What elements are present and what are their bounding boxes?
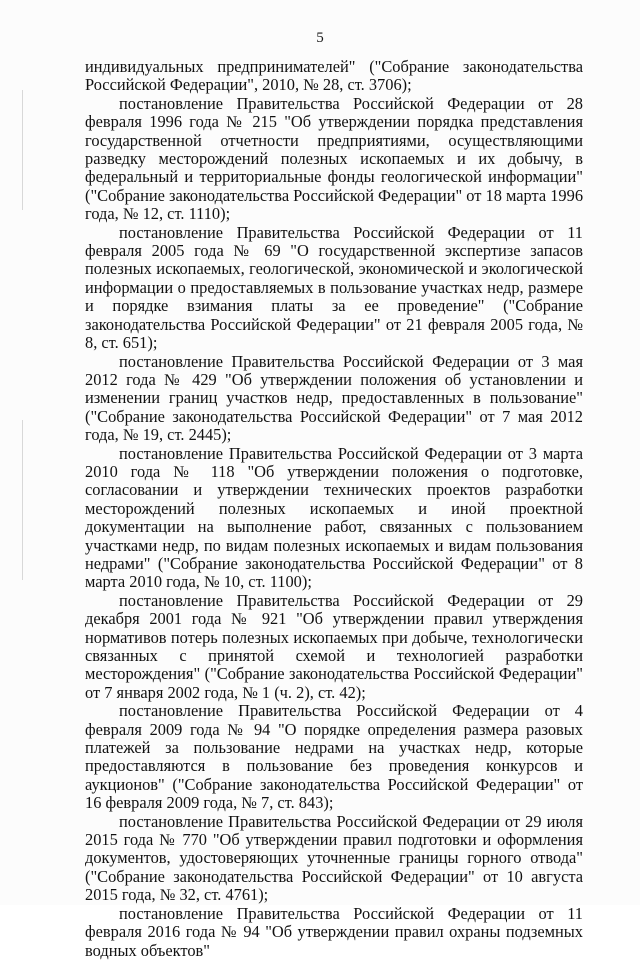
scan-margin-line bbox=[22, 420, 23, 580]
paragraph: индивидуальных предпринимателей" ("Собрание законодательства Российской Федерации", 2010, № 28, ст. 3706); bbox=[85, 57, 583, 95]
paragraph: постановление Правительства Российской Федерации от 29 июля 2015 года № 770 "Об утверждении правил подготовки и оформления документов, удостоверяющих уточненные границы горного отвода" ("Собрание законодательства Российской Федерации" от 10 августа 2015 года, № 32, ст. 4761); bbox=[85, 811, 583, 905]
paragraph: постановление Правительства Российской Федерации от 3 марта 2010 года № 118 "Об утверждении положения о подготовке, согласовании и утверждении технических проектов разработки месторождений полезных ископаемых и иной проектной документации на выполнение работ, связанных с пользованием участками недр, по видам полезных ископаемых и видам пользования недрами" ("Собрание законодательства Российской Федерации" от 8 марта 2010 года, № 10, ст. 1100); bbox=[85, 443, 583, 592]
paragraph: постановление Правительства Российской Федерации от 11 февраля 2005 года № 69 "О государственной экспертизе запасов полезных ископаемых, геологической, экономической и экологической информации о предоставляемых в пользование участках недр, размере и порядке взимания платы за ее проведение" ("Собрание законодательства Российской Федерации" от 21 февраля 2005 года, № 8, ст. 651); bbox=[85, 222, 583, 353]
paragraph: постановление Правительства Российской Федерации от 4 февраля 2009 года № 94 "О порядке определения размера разовых платежей за пользование недрами на участках недр, которые предоставляются в пользование без проведения конкурсов и аукционов" ("Собрание законодательства Российской Федерации" от 16 февраля 2009 года, № 7, ст. 843); bbox=[85, 701, 583, 813]
paragraph: постановление Правительства Российской Федерации от 11 февраля 2016 года № 94 "Об утверждении правил охраны подземных водных объектов" bbox=[85, 903, 583, 960]
document-body bbox=[85, 58, 583, 960]
paragraph: постановление Правительства Российской Федерации от 29 декабря 2001 года № 921 "Об утверждении правил утверждения нормативов потерь полезных ископаемых при добыче, технологически связанных с принятой схемой и технологией разработки месторождения" ("Собрание законодательства Российской Федерации" от 7 января 2002 года, № 1 (ч. 2), ст. 42); bbox=[85, 590, 583, 702]
paragraph: постановление Правительства Российской Федерации от 3 мая 2012 года № 429 "Об утверждении положения об установлении и изменении границ участков недр, предоставленных в пользование" ("Собрание законодательства Российской Федерации" от 7 мая 2012 года, № 19, ст. 2445); bbox=[85, 351, 583, 445]
scan-margin-line bbox=[22, 90, 23, 210]
page-number: 5 bbox=[316, 30, 324, 46]
paragraph: постановление Правительства Российской Федерации от 28 февраля 1996 года № 215 "Об утверждении порядка представления государственной отчетности предприятиями, осуществляющими разведку месторождений полезных ископаемых и их добычу, в федеральный и территориальные фонды геологической информации" ("Собрание законодательства Российской Федерации" от 18 марта 1996 года, № 12, ст. 1110); bbox=[85, 93, 584, 224]
